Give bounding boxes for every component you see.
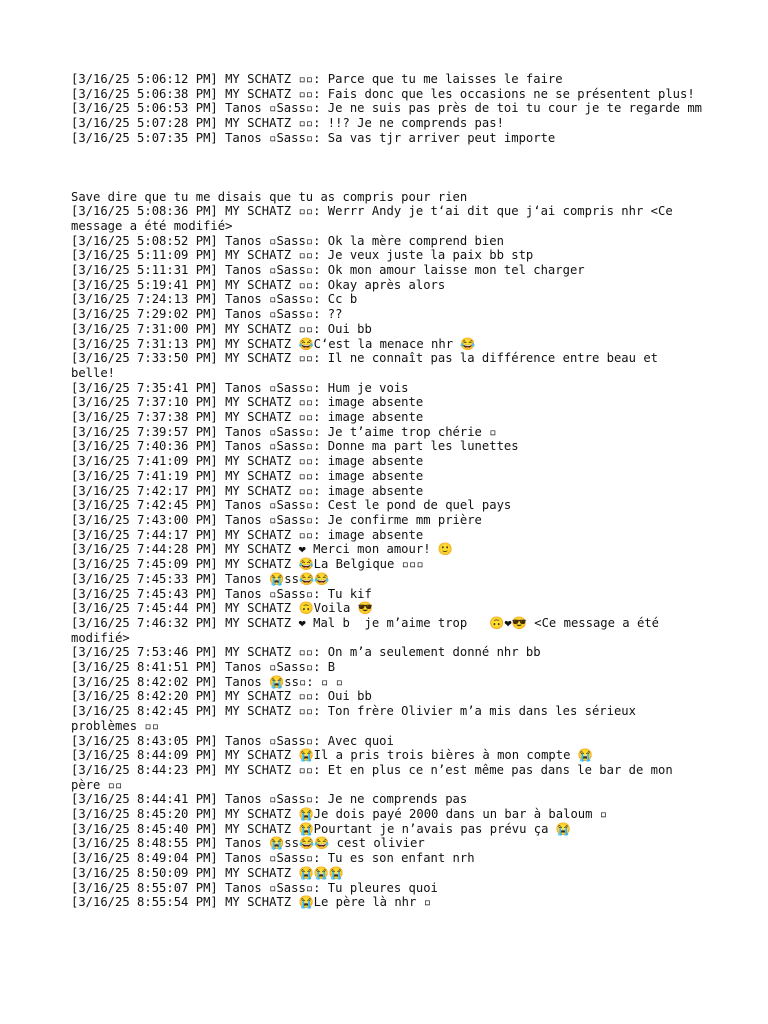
chat-line: [3/16/25 7:42:45 PM] Tanos ▫Sass▫: Cest le pond de quel pays: [71, 498, 512, 513]
chat-line: [3/16/25 5:07:35 PM] Tanos ▫Sass▫: Sa vas tjr arriver peut importe: [71, 130, 556, 145]
chat-line: [3/16/25 8:50:09 PM] MY SCHATZ 😭😭😭: [71, 865, 344, 880]
chat-line: [3/16/25 7:44:28 PM] MY SCHATZ ❤ Merci mon amour! 🙂: [71, 542, 454, 557]
chat-line: [3/16/25 8:42:02 PM] Tanos 😭ss▫: ▫ ▫: [71, 674, 343, 689]
chat-line: [3/16/25 7:44:17 PM] MY SCHATZ ▫▫: image absente: [71, 527, 424, 542]
transcript-block-bottom: [71, 190, 703, 910]
chat-line: [3/16/25 8:44:09 PM] MY SCHATZ 😭Il a pris trois bières à mon compte 😭: [71, 748, 593, 763]
chat-line: [3/16/25 8:48:55 PM] Tanos 😭ss😂😂 cest olivier: [71, 836, 425, 851]
chat-line: [3/16/25 7:45:43 PM] Tanos ▫Sass▫: Tu kif: [71, 586, 372, 601]
chat-line: [3/16/25 8:45:40 PM] MY SCHATZ 😭Pourtant je n’avais pas prévu ça 😭: [71, 821, 571, 836]
chat-line: [3/16/25 7:39:57 PM] Tanos ▫Sass▫: Je t’aime trop chérie ▫: [71, 424, 497, 439]
chat-line: [3/16/25 8:41:51 PM] Tanos ▫Sass▫: B: [71, 660, 336, 675]
chat-line: [3/16/25 5:06:38 PM] MY SCHATZ ▫▫: Fais donc que les occasions ne se présentent plus!: [71, 86, 695, 101]
chat-line: [3/16/25 5:19:41 PM] MY SCHATZ ▫▫: Okay après alors: [71, 277, 446, 292]
chat-line: [3/16/25 8:42:45 PM] MY SCHATZ ▫▫: Ton frère Olivier m’a mis dans les sérieux problèmes ▫▫: [71, 704, 644, 733]
chat-line: [3/16/25 5:08:36 PM] MY SCHATZ ▫▫: Werrr Andy je t‘ai dit que j‘ai compris nhr <Ce message a été modifié>: [71, 204, 681, 233]
chat-line: [3/16/25 8:44:23 PM] MY SCHATZ ▫▫: Et en plus ce n’est même pas dans le bar de mon père ▫▫: [71, 762, 681, 792]
chat-line: [3/16/25 7:33:50 PM] MY SCHATZ ▫▫: Il ne connaît pas la différence entre beau et belle!: [71, 351, 666, 380]
chat-line: [3/16/25 8:42:20 PM] MY SCHATZ ▫▫: Oui bb: [71, 689, 372, 704]
chat-line: [3/16/25 8:43:05 PM] Tanos ▫Sass▫: Avec quoi: [71, 733, 394, 748]
chat-line: [3/16/25 7:37:10 PM] MY SCHATZ ▫▫: image absente: [71, 395, 424, 410]
chat-line: [3/16/25 5:07:28 PM] MY SCHATZ ▫▫: !!? Je ne comprends pas!: [71, 116, 504, 131]
chat-line: [3/16/25 5:06:53 PM] Tanos ▫Sass▫: Je ne suis pas près de toi tu cour je te regarde mm: [71, 101, 703, 116]
chat-line: [3/16/25 7:45:33 PM] Tanos 😭ss😂😂: [71, 571, 330, 586]
chat-line: [3/16/25 7:42:17 PM] MY SCHATZ ▫▫: image absente: [71, 483, 424, 498]
chat-line: [3/16/25 8:55:07 PM] Tanos ▫Sass▫: Tu pleures quoi: [71, 880, 438, 895]
transcript-block-top: [71, 72, 703, 146]
chat-line: [3/16/25 7:40:36 PM] Tanos ▫Sass▫: Donne ma part les lunettes: [71, 439, 519, 454]
chat-line: [3/16/25 7:43:00 PM] Tanos ▫Sass▫: Je confirme mm prière: [71, 512, 482, 527]
chat-line: Save dire que tu me disais que tu as compris pour rien: [71, 189, 468, 204]
chat-line: [3/16/25 7:45:09 PM] MY SCHATZ 😂La Belgique ▫▫▫: [71, 557, 424, 572]
chat-line: [3/16/25 7:31:00 PM] MY SCHATZ ▫▫: Oui bb: [71, 321, 372, 336]
chat-line: [3/16/25 8:49:04 PM] Tanos ▫Sass▫: Tu es son enfant nrh: [71, 851, 475, 866]
blank-gap: [71, 146, 703, 190]
chat-line: [3/16/25 7:46:32 PM] MY SCHATZ ❤ Mal b je m’aime trop 🙃❤😎 <Ce message a été modifié>: [71, 615, 667, 645]
chat-line: [3/16/25 7:35:41 PM] Tanos ▫Sass▫: Hum je vois: [71, 380, 409, 395]
chat-line: [3/16/25 5:11:09 PM] MY SCHATZ ▫▫: Je veux juste la paix bb stp: [71, 248, 534, 263]
chat-line: [3/16/25 8:45:20 PM] MY SCHATZ 😭Je dois payé 2000 dans un bar à baloum ▫: [71, 807, 608, 822]
chat-line: [3/16/25 7:41:09 PM] MY SCHATZ ▫▫: image absente: [71, 454, 424, 469]
chat-line: [3/16/25 5:06:12 PM] MY SCHATZ ▫▫: Parce que tu me laisses le faire: [71, 72, 563, 86]
chat-line: [3/16/25 7:53:46 PM] MY SCHATZ ▫▫: On m’a seulement donné nhr bb: [71, 645, 541, 660]
chat-line: [3/16/25 5:08:52 PM] Tanos ▫Sass▫: Ok la mère comprend bien: [71, 233, 504, 248]
chat-line: [3/16/25 8:55:54 PM] MY SCHATZ 😭Le père là nhr ▫: [71, 895, 432, 910]
chat-line: [3/16/25 7:45:44 PM] MY SCHATZ 🙃Voila 😎: [71, 601, 373, 616]
chat-line: [3/16/25 7:24:13 PM] Tanos ▫Sass▫: Cc b: [71, 292, 358, 307]
chat-line: [3/16/25 7:31:13 PM] MY SCHATZ 😂C‘est la menace nhr 😂: [71, 336, 476, 351]
chat-line: [3/16/25 7:41:19 PM] MY SCHATZ ▫▫: image absente: [71, 468, 424, 483]
chat-line: [3/16/25 8:44:41 PM] Tanos ▫Sass▫: Je ne comprends pas: [71, 792, 468, 807]
chat-line: [3/16/25 7:37:38 PM] MY SCHATZ ▫▫: image absente: [71, 410, 424, 425]
chat-line: [3/16/25 7:29:02 PM] Tanos ▫Sass▫: ??: [71, 307, 343, 322]
chat-transcript: [71, 72, 703, 910]
chat-line: [3/16/25 5:11:31 PM] Tanos ▫Sass▫: Ok mon amour laisse mon tel charger: [71, 263, 585, 278]
